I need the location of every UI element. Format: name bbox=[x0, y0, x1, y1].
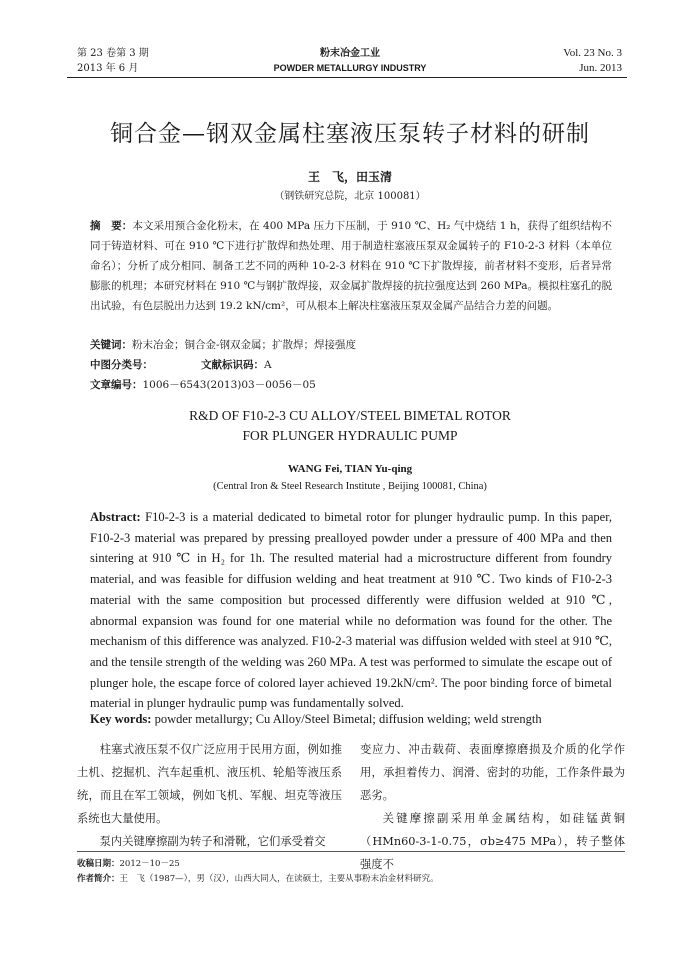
keywords-cn-text: 粉末冶金；铜合金-钢双金属；扩散焊；焊接强度 bbox=[132, 339, 357, 351]
journal-date-en: Jun. 2013 bbox=[579, 62, 622, 74]
article-number-label: 文章编号： bbox=[90, 379, 143, 391]
body-column-right bbox=[360, 738, 625, 876]
classification-line bbox=[90, 355, 612, 375]
affiliation-cn: （钢铁研究总院，北京 100081） bbox=[274, 191, 426, 202]
authors-cn: 王 飞，田玉清 bbox=[307, 170, 392, 184]
abstract-cn-label: 摘 要： bbox=[90, 220, 133, 232]
paper-title-en-line1: R&D OF F10-2-3 CU ALLOY/STEEL BIMETAL ROTOR bbox=[189, 408, 511, 423]
footnote-received bbox=[77, 857, 625, 872]
received-label: 收稿日期： bbox=[77, 859, 120, 869]
keywords-en bbox=[90, 709, 612, 730]
article-number bbox=[90, 375, 612, 395]
clc-label: 中图分类号： bbox=[90, 359, 153, 371]
abstract-en-label: Abstract: bbox=[90, 510, 141, 524]
body-left-para1: 柱塞式液压泵不仅广泛应用于民用方面，例如推土机、挖掘机、汽车起重机、液压机、轮船等液压系统，而且在军工领域，例如飞机、军舰、坦克等液压系统也大量使用。 bbox=[77, 743, 342, 825]
body-left-para2: 泵内关键摩擦副为转子和滑靴，它们承受着交 bbox=[99, 835, 326, 848]
body-right-para2: 关键摩擦副采用单金属结构，如硅锰黄铜（HMn60-3-1-0.75，σb≥475 MPa），转子整体强度不 bbox=[360, 812, 625, 871]
affiliation-en: (Central Iron & Steel Research Institute , Beijing 100081, China) bbox=[213, 481, 487, 492]
received-value: 2012－10－25 bbox=[119, 859, 180, 869]
keywords-en-label: Key words: bbox=[90, 712, 152, 726]
footnote-author-bio bbox=[77, 872, 625, 887]
authors-en: WANG Fei, TIAN Yu-qing bbox=[287, 463, 413, 475]
keywords-cn bbox=[90, 335, 612, 355]
body-right-para1: 变应力、冲击载荷、表面摩擦磨损及介质的化学作用，承担着传力、润滑、密封的功能，工作条件最为恶劣。 bbox=[360, 743, 625, 802]
journal-volume-cn: 第 23 卷第 3 期 bbox=[77, 48, 149, 59]
journal-name-en: POWDER METALLURGY INDUSTRY bbox=[273, 63, 427, 73]
abstract-en-text: F10-2-3 is a material dedicated to bimetal rotor for plunger hydraulic pump. In this paper, F10-2-3 material was prepared by pressing prealloyed powder under a pressure of 400 MPa and then sintering at 910 ℃ in H₂ for 1h. The resulted material had a microstructure different from foundry material, and was feasible for diffusion welding and heat treatment at 910 ℃. Two kinds of F10-2-3 material with the same composition but processed differently were diffusion welded at 910 ℃, abnormal expansion was found for one material while no deformation was found for the other. The mechanism of this difference was analyzed. F10-2-3 material was diffusion welded with steel at 910 ℃, and the tensile strength of the welding was 260 MPa. A test was performed to simulate the escape out of plunger hole, the escape force of colored layer achieved 19.2kN/cm². The poor binding force of bimetal material in plunger hydraulic pump was fundamentally solved. bbox=[90, 510, 613, 711]
bio-label: 作者简介： bbox=[77, 874, 120, 884]
doc-code-value: A bbox=[264, 359, 272, 371]
keywords-en-text: powder metallurgy; Cu Alloy/Steel Bimetal; diffusion welding; weld strength bbox=[154, 712, 542, 726]
article-number-value: 1006－6543(2013)03－0056－05 bbox=[142, 379, 316, 391]
abstract-en bbox=[90, 507, 612, 714]
footnote-rule bbox=[77, 851, 625, 852]
paper-title-cn: 铜合金—钢双金属柱塞液压泵转子材料的研制 bbox=[110, 121, 590, 147]
doc-code-label: 文献标识码： bbox=[201, 359, 264, 371]
journal-name-cn: 粉末冶金工业 bbox=[320, 48, 380, 59]
journal-volume-en: Vol. 23 No. 3 bbox=[563, 47, 622, 59]
body-column-left bbox=[77, 738, 342, 853]
bio-text: 王 飞（1987—），男（汉），山西大同人，在读硕士，主要从事粉末冶金材料研究。 bbox=[119, 874, 439, 884]
header-rule bbox=[67, 77, 627, 78]
keywords-cn-label: 关键词： bbox=[90, 339, 132, 351]
abstract-cn bbox=[90, 216, 612, 316]
paper-title-en-line2: FOR PLUNGER HYDRAULIC PUMP bbox=[242, 428, 458, 443]
journal-date-cn: 2013 年 6 月 bbox=[77, 63, 139, 74]
paper-title-en bbox=[0, 406, 700, 446]
abstract-cn-text: 本文采用预合金化粉末，在 400 MPa 压力下压制，于 910 ℃、H₂ 气中烧结 1 h，获得了组织结构不同于铸造材料、可在 910 ℃下进行扩散焊和热处理、用于制造柱塞液压泵双金属转子的 F10-2-3 材料（本单位命名）；分析了成分相同、制备工艺不同的两种 10-2-3 材料在 910 ℃下扩散焊接，前者材料不变形，后者异常膨胀的机理；本研究材料在 910 ℃与钢扩散焊接，双金属扩散焊接的抗拉强度达到 260 MPa。模拟柱塞孔的脱出试验，有色层脱出力达到 19.2 kN/cm²，可从根本上解决柱塞液压泵双金属产品结合力差的问题。 bbox=[90, 220, 613, 312]
